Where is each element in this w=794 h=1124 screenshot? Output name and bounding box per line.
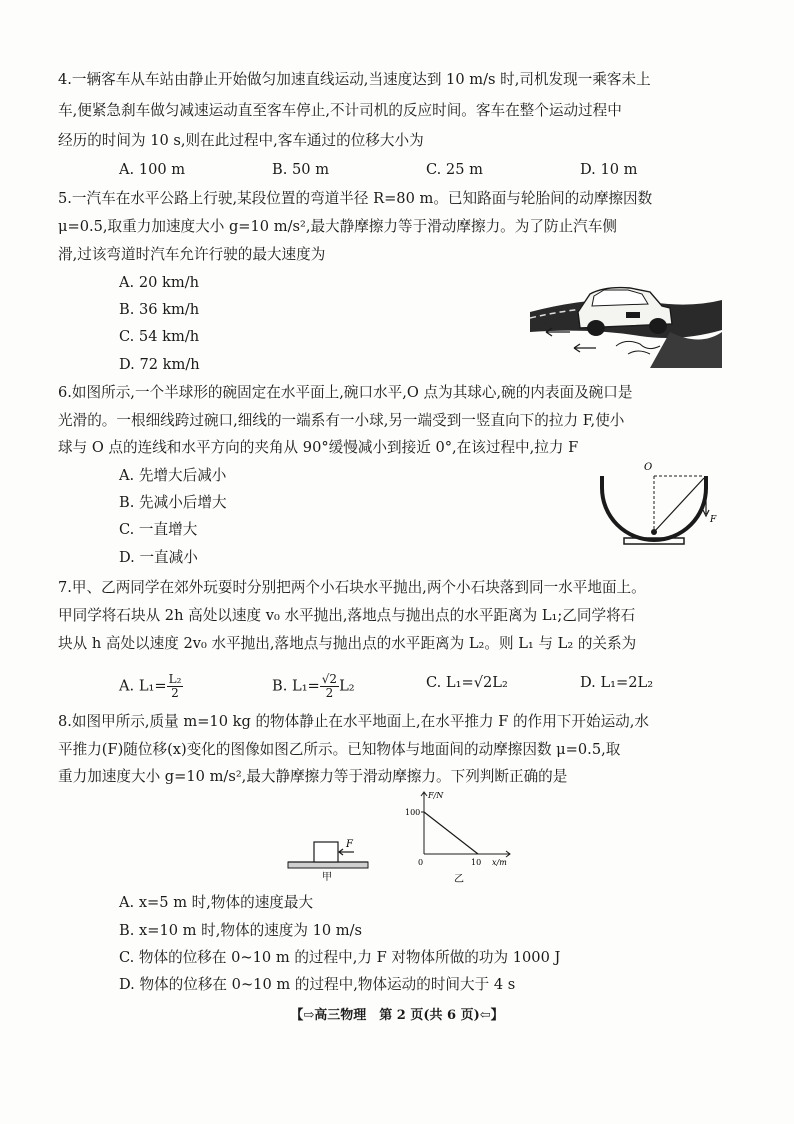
figure-yi-caption: 乙 bbox=[454, 874, 464, 885]
chart-y-tick-label: 100 bbox=[405, 808, 421, 817]
q4-option-a: A. 100 m bbox=[119, 161, 186, 178]
q6-option-a: A. 先增大后减小 bbox=[119, 467, 227, 484]
q8-option-b: B. x=10 m 时,物体的速度为 10 m/s bbox=[119, 922, 363, 939]
q6-line-1: 6.如图所示,一个半球形的碗固定在水平面上,碗口水平,O 点为其球心,碗的内表面及碗口是 bbox=[58, 384, 633, 401]
q5-option-a: A. 20 km/h bbox=[119, 274, 200, 291]
q6-option-d: D. 一直减小 bbox=[119, 549, 198, 566]
q5-option-b: B. 36 km/h bbox=[119, 301, 200, 318]
q4-line-3: 经历的时间为 10 s,则在此过程中,客车通过的位移大小为 bbox=[58, 132, 424, 149]
bowl-label-o: O bbox=[644, 462, 653, 473]
bowl-label-f: F bbox=[710, 515, 717, 525]
q7-line-1: 7.甲、乙两同学在郊外玩耍时分别把两个小石块水平抛出,两个小石块落到同一水平地面上。 bbox=[58, 579, 646, 596]
q8-line-2: 平推力(F)随位移(x)变化的图像如图乙所示。已知物体与地面间的动摩擦因数 μ=0.5,取 bbox=[58, 741, 621, 758]
q5-line-3: 滑,过该弯道时汽车允许行驶的最大速度为 bbox=[58, 246, 326, 263]
q5-option-c: C. 54 km/h bbox=[119, 328, 200, 345]
q8-line-3: 重力加速度大小 g=10 m/s²,最大静摩擦力等于滑动摩擦力。下列判断正确的是 bbox=[58, 768, 568, 785]
q7-option-c: C. L₁=√2L₂ bbox=[426, 674, 508, 691]
q6-line-2: 光滑的。一根细线跨过碗口,细线的一端系有一小球,另一端受到一竖直向下的拉力 F,使小 bbox=[58, 412, 625, 429]
q5-line-1: 5.一汽车在水平公路上行驶,某段位置的弯道半径 R=80 m。已知路面与轮胎间的动摩擦因数 bbox=[58, 190, 653, 207]
q6-line-3: 球与 O 点的连线和水平方向的夹角从 90°缓慢减小到接近 0°,在该过程中,拉力 F bbox=[58, 439, 579, 456]
chart-y-label: F/N bbox=[428, 791, 444, 800]
q5-option-d: D. 72 km/h bbox=[119, 356, 200, 373]
q7-option-d: D. L₁=2L₂ bbox=[580, 674, 654, 691]
q7-option-b: B. L₁= $\frac{√2}{2}$ L₂ bbox=[272, 672, 355, 700]
q8-option-d: D. 物体的位移在 0~10 m 的过程中,物体运动的时间大于 4 s bbox=[119, 976, 516, 993]
car-on-curve-figure bbox=[530, 272, 722, 368]
figure-jia-force-label: F bbox=[346, 839, 353, 850]
chart-x-label: x/m bbox=[492, 858, 507, 867]
figure-yi-fx-graph bbox=[402, 786, 520, 886]
q7-option-a: A. L₁= $\frac{\text{L₂}}{2}$ bbox=[119, 672, 182, 700]
q4-line-2: 车,便紧急刹车做匀减速运动直至客车停止,不计司机的反应时间。客车在整个运动过程中 bbox=[58, 102, 622, 119]
q4-option-b: B. 50 m bbox=[272, 161, 330, 178]
q8-line-1: 8.如图甲所示,质量 m=10 kg 的物体静止在水平地面上,在水平推力 F 的作用下开始运动,水 bbox=[58, 713, 649, 730]
q4-option-c: C. 25 m bbox=[426, 161, 483, 178]
q5-line-2: μ=0.5,取重力加速度大小 g=10 m/s²,最大静摩擦力等于滑动摩擦力。为了防止汽车侧 bbox=[58, 218, 617, 235]
q8-option-a: A. x=5 m 时,物体的速度最大 bbox=[119, 894, 314, 911]
page-footer: 【⇨高三物理 第 2 页(共 6 页)⇦】 bbox=[290, 1008, 504, 1023]
figure-jia-caption: 甲 bbox=[322, 872, 332, 882]
figure-jia-block bbox=[286, 832, 376, 882]
q7-line-3: 块从 h 高处以速度 2v₀ 水平抛出,落地点与抛出点的水平距离为 L₂。则 L₁ 与 L₂ 的关系为 bbox=[58, 635, 637, 652]
q7-line-2: 甲同学将石块从 2h 高处以速度 v₀ 水平抛出,落地点与抛出点的水平距离为 L₁;乙同学将石 bbox=[58, 607, 636, 624]
q6-option-b: B. 先减小后增大 bbox=[119, 494, 227, 511]
q6-option-c: C. 一直增大 bbox=[119, 521, 198, 538]
chart-line-series bbox=[424, 812, 478, 854]
chart-x-tick-label: 10 bbox=[471, 858, 482, 867]
q4-option-d: D. 10 m bbox=[580, 161, 638, 178]
q8-option-c: C. 物体的位移在 0~10 m 的过程中,力 F 对物体所做的功为 1000 J bbox=[119, 949, 561, 966]
hemisphere-bowl-figure bbox=[590, 458, 720, 548]
chart-origin-label: 0 bbox=[418, 858, 424, 867]
q4-line-1: 4.一辆客车从车站由静止开始做匀加速直线运动,当速度达到 10 m/s 时,司机发现一乘客未上 bbox=[58, 71, 651, 88]
